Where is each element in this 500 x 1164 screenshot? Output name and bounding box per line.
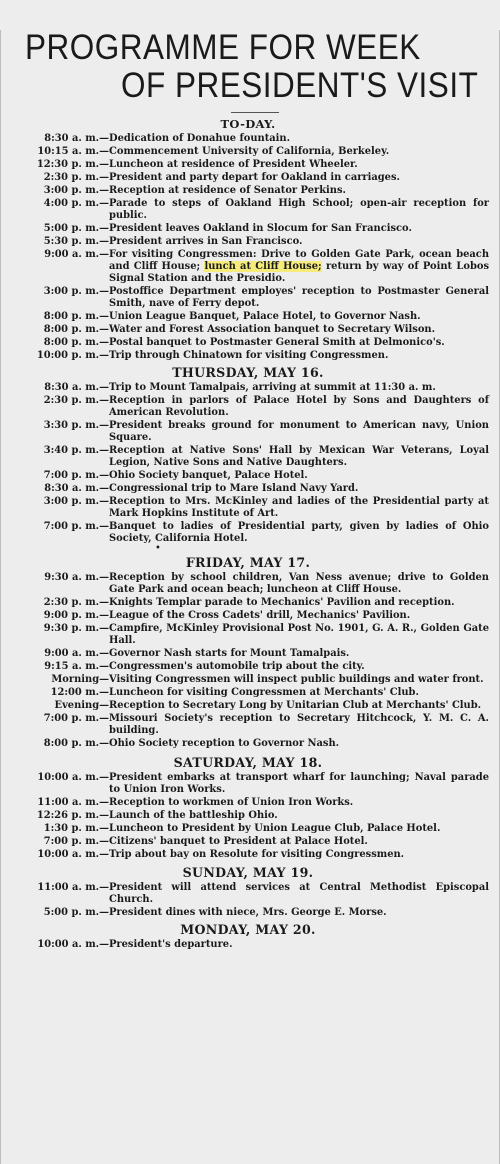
entry-description: Parade to steps of Oakland High School; open-air reception for public. [109, 198, 489, 221]
schedule-entry [5, 420, 491, 444]
entry-description: Commencement University of California, Berkeley. [109, 146, 390, 157]
schedule-entry [5, 249, 491, 285]
entry-time: 8:00 p. m.— [43, 337, 109, 348]
entry-description: Water and Forest Association banquet to Secretary Wilson. [109, 324, 436, 335]
entry-description: President breaks ground for monument to American navy, Union Square. [109, 420, 489, 443]
entry-time: 3:00 p. m.— [43, 286, 109, 297]
entry-time: 7:00 p. m.— [43, 521, 109, 532]
schedule-entry [5, 772, 491, 796]
entry-time: 9:30 p. m.— [43, 623, 109, 634]
schedule-entry [5, 882, 491, 906]
schedule-list [5, 572, 491, 750]
entry-description: Reception to Mrs. McKinley and ladies of the Presidential party at Mark Hopkins Institute of Art. [109, 496, 489, 519]
day-heading: SUNDAY, MAY 19. [182, 865, 314, 880]
schedule-entry [5, 572, 491, 596]
entry-time: 8:00 p. m.— [43, 324, 109, 335]
schedule-entry [5, 648, 491, 660]
programme-sections [5, 117, 491, 951]
entry-time: 8:00 p. m.— [43, 738, 109, 749]
schedule-entry [5, 674, 491, 686]
schedule-entry [5, 133, 491, 145]
entry-time: Morning— [51, 674, 109, 685]
entry-description: Trip about bay on Resolute for visiting Congressmen. [109, 849, 405, 860]
entry-time: 5:00 p. m.— [43, 907, 109, 918]
entry-description: Governor Nash starts for Mount Tamalpais. [109, 648, 350, 659]
schedule-list [5, 772, 491, 861]
title-line-1: PROGRAMME FOR WEEK [25, 26, 421, 67]
entry-description: Congressional trip to Mare Island Navy Yard. [109, 483, 359, 494]
title-divider [231, 112, 279, 113]
schedule-entry [5, 823, 491, 835]
entry-description: Missouri Society's reception to Secretary Hitchcock, Y. M. C. A. building. [109, 713, 489, 736]
schedule-entry [5, 185, 491, 197]
entry-description: President dines with niece, Mrs. George E. Morse. [109, 907, 387, 918]
entry-description: Citizens' banquet to President at Palace Hotel. [109, 836, 368, 847]
schedule-entry [5, 445, 491, 469]
entry-time: 3:30 p. m.— [43, 420, 109, 431]
entry-time: 9:00 a. m.— [44, 648, 109, 659]
entry-time: 4:00 p. m.— [43, 198, 109, 209]
entry-description: Knights Templar parade to Mechanics' Pavilion and reception. [109, 597, 455, 608]
entry-time: 12:26 p. m.— [36, 810, 109, 821]
schedule-list [5, 882, 491, 919]
entry-description: For visiting Congressmen: Drive to Golden Gate Park, ocean beach and Cliff House; lunch at Cliff House; return by way of Point Lobos Signal Station and the Presidio. [109, 249, 489, 284]
schedule-entry [5, 661, 491, 673]
entry-description: Reception in parlors of Palace Hotel by Sons and Daughters of American Revolution. [109, 395, 489, 418]
entry-description: Ohio Society reception to Governor Nash. [109, 738, 340, 749]
entry-time: 10:00 a. m.— [37, 939, 109, 950]
schedule-list [5, 382, 491, 545]
entry-time: 12:30 p. m.— [36, 159, 109, 170]
schedule-entry [5, 324, 491, 336]
schedule-entry [5, 470, 491, 482]
entry-description: Ohio Society banquet, Palace Hotel. [109, 470, 308, 481]
entry-description: Banquet to ladies of Presidential party, given by ladies of Ohio Society, California Hotel. [109, 521, 489, 544]
entry-time: 3:40 p. m.— [43, 445, 109, 456]
schedule-entry [5, 146, 491, 158]
entry-time: 9:30 a. m.— [44, 572, 109, 583]
entry-description: Luncheon at residence of President Wheeler. [109, 159, 358, 170]
entry-time: 3:00 p. m.— [43, 496, 109, 507]
schedule-entry [5, 610, 491, 622]
schedule-list [5, 939, 491, 951]
entry-description: League of the Cross Cadets' drill, Mechanics' Pavilion. [109, 610, 411, 621]
schedule-entry [5, 623, 491, 647]
schedule-entry [5, 286, 491, 310]
day-heading: FRIDAY, MAY 17. [185, 555, 311, 570]
schedule-list [5, 133, 491, 362]
entry-description: Postoffice Department employes' reception to Postmaster General Smith, nave of Ferry depot. [109, 286, 489, 309]
entry-time: 5:00 p. m.— [43, 223, 109, 234]
day-heading: SATURDAY, MAY 18. [173, 755, 323, 770]
schedule-entry [5, 597, 491, 609]
entry-description: President will attend services at Central Methodist Episcopal Church. [109, 882, 489, 905]
entry-time: 9:00 a. m.— [44, 249, 109, 260]
entry-time: 11:00 a. m.— [37, 797, 109, 808]
schedule-entry [5, 687, 491, 699]
entry-description: President and party depart for Oakland in carriages. [109, 172, 400, 183]
entry-description: Luncheon for visiting Congressmen at Merchants' Club. [109, 687, 419, 698]
schedule-entry [5, 849, 491, 861]
entry-description: Launch of the battleship Ohio. [109, 810, 278, 821]
entry-description: President arrives in San Francisco. [109, 236, 303, 247]
highlighted-text: lunch at Cliff House; [204, 261, 322, 272]
entry-time: 2:30 p. m.— [43, 597, 109, 608]
entry-time: 11:00 a. m.— [37, 882, 109, 893]
entry-time: 2:30 p. m.— [43, 172, 109, 183]
entry-time: 10:00 p. m.— [36, 350, 109, 361]
day-heading: TO-DAY. [220, 117, 276, 131]
entry-description: Reception at residence of Senator Perkins. [109, 185, 346, 196]
day-heading: MONDAY, MAY 20. [180, 922, 316, 937]
entry-description: Trip to Mount Tamalpais, arriving at summit at 11:30 a. m. [109, 382, 436, 393]
entry-time: 10:00 a. m.— [37, 772, 109, 783]
entry-time: 9:15 a. m.— [44, 661, 109, 672]
schedule-entry [5, 939, 491, 951]
newspaper-column [0, 26, 500, 1164]
schedule-entry [5, 311, 491, 323]
entry-description: Congressmen's automobile trip about the city. [109, 661, 365, 672]
schedule-entry [5, 483, 491, 495]
entry-description: President embarks at transport wharf for launching; Naval parade to Union Iron Works. [109, 772, 489, 795]
entry-description: President leaves Oakland in Slocum for San Francisco. [109, 223, 412, 234]
entry-time: 8:00 p. m.— [43, 311, 109, 322]
schedule-entry [5, 395, 491, 419]
entry-description: Reception at Native Sons' Hall by Mexican War Veterans, Loyal Legion, Native Sons and Native Daughters. [109, 445, 489, 468]
entry-description: Luncheon to President by Union League Club, Palace Hotel. [109, 823, 441, 834]
schedule-entry [5, 713, 491, 737]
entry-description: Reception by school children, Van Ness avenue; drive to Golden Gate Park and ocean beach; luncheon at Cliff House. [109, 572, 489, 595]
entry-description: Reception to workmen of Union Iron Works. [109, 797, 354, 808]
entry-description: Union League Banquet, Palace Hotel, to Governor Nash. [109, 311, 421, 322]
entry-description: Trip through Chinatown for visiting Congressmen. [109, 350, 389, 361]
entry-time: Evening— [54, 700, 109, 711]
title-line-2: OF PRESIDENT'S VISIT [121, 64, 479, 105]
schedule-entry [5, 172, 491, 184]
schedule-entry [5, 907, 491, 919]
entry-description: Dedication of Donahue fountain. [109, 133, 291, 144]
entry-time: 8:30 a. m.— [44, 133, 109, 144]
separator-dot: • [155, 543, 161, 554]
schedule-entry [5, 738, 491, 750]
entry-time: 1:30 p. m.— [43, 823, 109, 834]
schedule-entry [5, 521, 491, 545]
schedule-entry [5, 198, 491, 222]
entry-time: 10:15 a. m.— [37, 146, 109, 157]
schedule-entry [5, 159, 491, 171]
schedule-entry [5, 337, 491, 349]
schedule-entry [5, 223, 491, 235]
schedule-entry [5, 496, 491, 520]
entry-time: 7:00 p. m.— [43, 713, 109, 724]
entry-time: 12:00 m.— [50, 687, 109, 698]
schedule-entry [5, 810, 491, 822]
entry-time: 7:00 p. m.— [43, 836, 109, 847]
schedule-entry [5, 350, 491, 362]
day-heading: THURSDAY, MAY 16. [172, 365, 324, 380]
entry-time: 5:30 p. m.— [43, 236, 109, 247]
entry-time: 3:00 p. m.— [43, 185, 109, 196]
entry-description: President's departure. [109, 939, 233, 950]
entry-description: Visiting Congressmen will inspect public buildings and water front. [109, 674, 484, 685]
schedule-entry [5, 797, 491, 809]
schedule-entry [5, 236, 491, 248]
schedule-entry [5, 836, 491, 848]
entry-time: 9:00 p. m.— [43, 610, 109, 621]
entry-time: 8:30 a. m.— [44, 382, 109, 393]
entry-time: 10:00 a. m.— [37, 849, 109, 860]
entry-time: 8:30 a. m.— [44, 483, 109, 494]
entry-description: Postal banquet to Postmaster General Smith at Delmonico's. [109, 337, 445, 348]
entry-description: Campfire, McKinley Provisional Post No. 1901, G. A. R., Golden Gate Hall. [109, 623, 489, 646]
entry-time: 7:00 p. m.— [43, 470, 109, 481]
schedule-entry [5, 382, 491, 394]
schedule-entry [5, 700, 491, 712]
entry-description: Reception to Secretary Long by Unitarian Club at Merchants' Club. [109, 700, 482, 711]
entry-time: 2:30 p. m.— [43, 395, 109, 406]
